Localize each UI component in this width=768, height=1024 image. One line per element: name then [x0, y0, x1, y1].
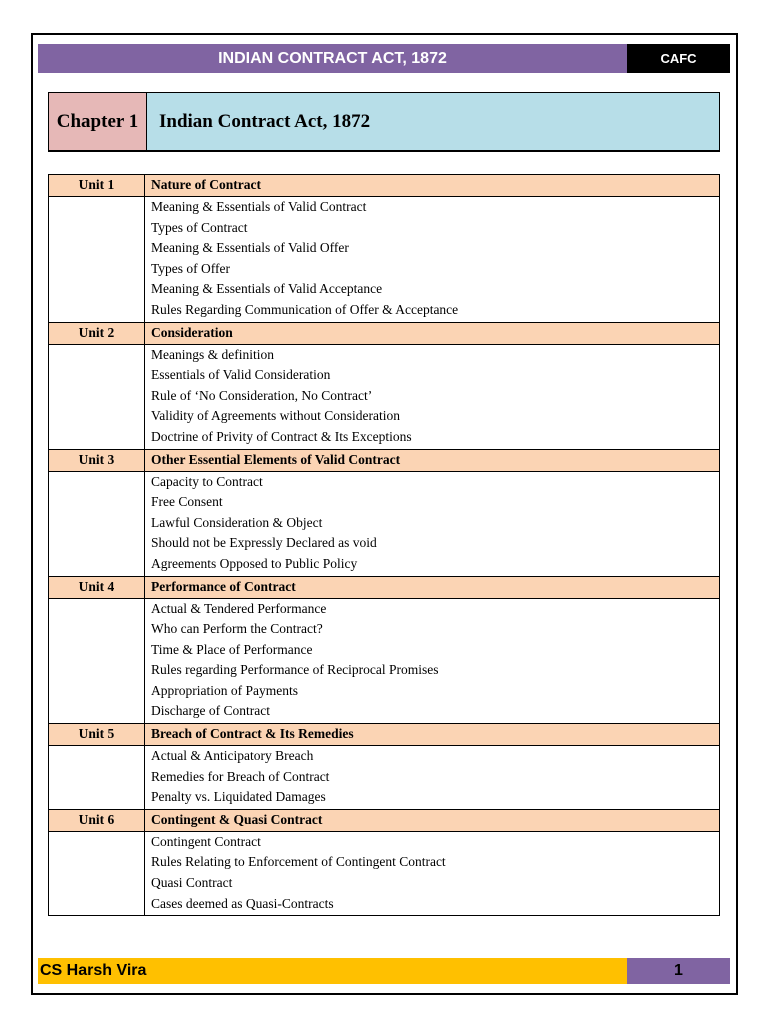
chapter-title: Indian Contract Act, 1872: [147, 93, 719, 150]
topic-item: Penalty vs. Liquidated Damages: [151, 789, 326, 805]
page-header-title: INDIAN CONTRACT ACT, 1872: [38, 44, 627, 73]
topic-item: Rules regarding Performance of Reciprocal Promises: [151, 662, 439, 678]
topic-item: Free Consent: [151, 494, 223, 510]
topic-item: Should not be Expressly Declared as void: [151, 535, 377, 551]
topic-item: Actual & Anticipatory Breach: [151, 748, 314, 764]
unit-topics-row: [49, 746, 720, 810]
unit-topics-row: [49, 471, 720, 576]
topic-item: Remedies for Breach of Contract: [151, 768, 330, 784]
unit-topics-row: [49, 197, 720, 323]
topic-item: Rule of ‘No Consideration, No Contract’: [151, 387, 373, 403]
syllabus-table: [48, 174, 720, 916]
chapter-number: Chapter 1: [49, 93, 147, 150]
topic-item: Discharge of Contract: [151, 703, 270, 719]
unit-title: Nature of Contract: [145, 175, 720, 197]
footer-author: CS Harsh Vira: [38, 958, 627, 984]
unit-label: Unit 4: [49, 576, 145, 598]
topic-item: Doctrine of Privity of Contract & Its Exceptions: [151, 428, 412, 444]
blank-cell: [49, 746, 145, 810]
page-number: 1: [627, 958, 730, 984]
topic-item: Time & Place of Performance: [151, 641, 313, 657]
topic-item: Rules Relating to Enforcement of Contingent Contract: [151, 854, 446, 870]
unit-header-row: [49, 576, 720, 598]
topic-item: Quasi Contract: [151, 875, 233, 891]
topic-item: Meaning & Essentials of Valid Contract: [151, 199, 367, 214]
blank-cell: [49, 598, 145, 724]
blank-cell: [49, 197, 145, 323]
unit-label: Unit 2: [49, 322, 145, 344]
topic-item: Who can Perform the Contract?: [151, 621, 323, 637]
topic-item: Contingent Contract: [151, 833, 261, 849]
topic-item: Meaning & Essentials of Valid Acceptance: [151, 281, 383, 297]
unit-header-row: [49, 724, 720, 746]
unit-header-row: [49, 449, 720, 471]
topic-item: Types of Contract: [151, 219, 248, 235]
topic-item: Cases deemed as Quasi-Contracts: [151, 895, 334, 911]
unit-title: Performance of Contract: [145, 576, 720, 598]
topic-item: Rules Regarding Communication of Offer & Acceptance: [151, 301, 459, 317]
unit-topics-row: [49, 344, 720, 449]
topic-item: Meanings & definition: [151, 346, 274, 362]
blank-cell: [49, 831, 145, 915]
topic-item: Lawful Consideration & Object: [151, 514, 323, 530]
topic-item: Agreements Opposed to Public Policy: [151, 555, 358, 571]
topic-item: Essentials of Valid Consideration: [151, 367, 331, 383]
unit-header-row: [49, 175, 720, 197]
topic-list: [145, 598, 720, 724]
unit-topics-row: [49, 598, 720, 724]
topic-item: Appropriation of Payments: [151, 682, 298, 698]
unit-title: Breach of Contract & Its Remedies: [145, 724, 720, 746]
unit-label: Unit 6: [49, 809, 145, 831]
topic-item: Meaning & Essentials of Valid Offer: [151, 240, 349, 256]
topic-list: [145, 471, 720, 576]
topic-item: Actual & Tendered Performance: [151, 600, 327, 616]
unit-title: Contingent & Quasi Contract: [145, 809, 720, 831]
unit-topics-row: [49, 831, 720, 915]
unit-label: Unit 3: [49, 449, 145, 471]
unit-header-row: [49, 322, 720, 344]
topic-list: [145, 344, 720, 449]
blank-cell: [49, 344, 145, 449]
blank-cell: [49, 471, 145, 576]
header-badge: CAFC: [627, 44, 730, 73]
topic-item: Validity of Agreements without Consideration: [151, 408, 400, 424]
topic-list: [145, 197, 720, 323]
topic-list: [145, 746, 720, 810]
unit-label: Unit 1: [49, 175, 145, 197]
unit-header-row: [49, 809, 720, 831]
topic-list: [145, 831, 720, 915]
unit-title: Other Essential Elements of Valid Contract: [145, 449, 720, 471]
topic-item: Types of Offer: [151, 260, 231, 276]
topic-item: Capacity to Contract: [151, 473, 263, 489]
chapter-heading: [48, 92, 720, 152]
unit-label: Unit 5: [49, 724, 145, 746]
unit-title: Consideration: [145, 322, 720, 344]
